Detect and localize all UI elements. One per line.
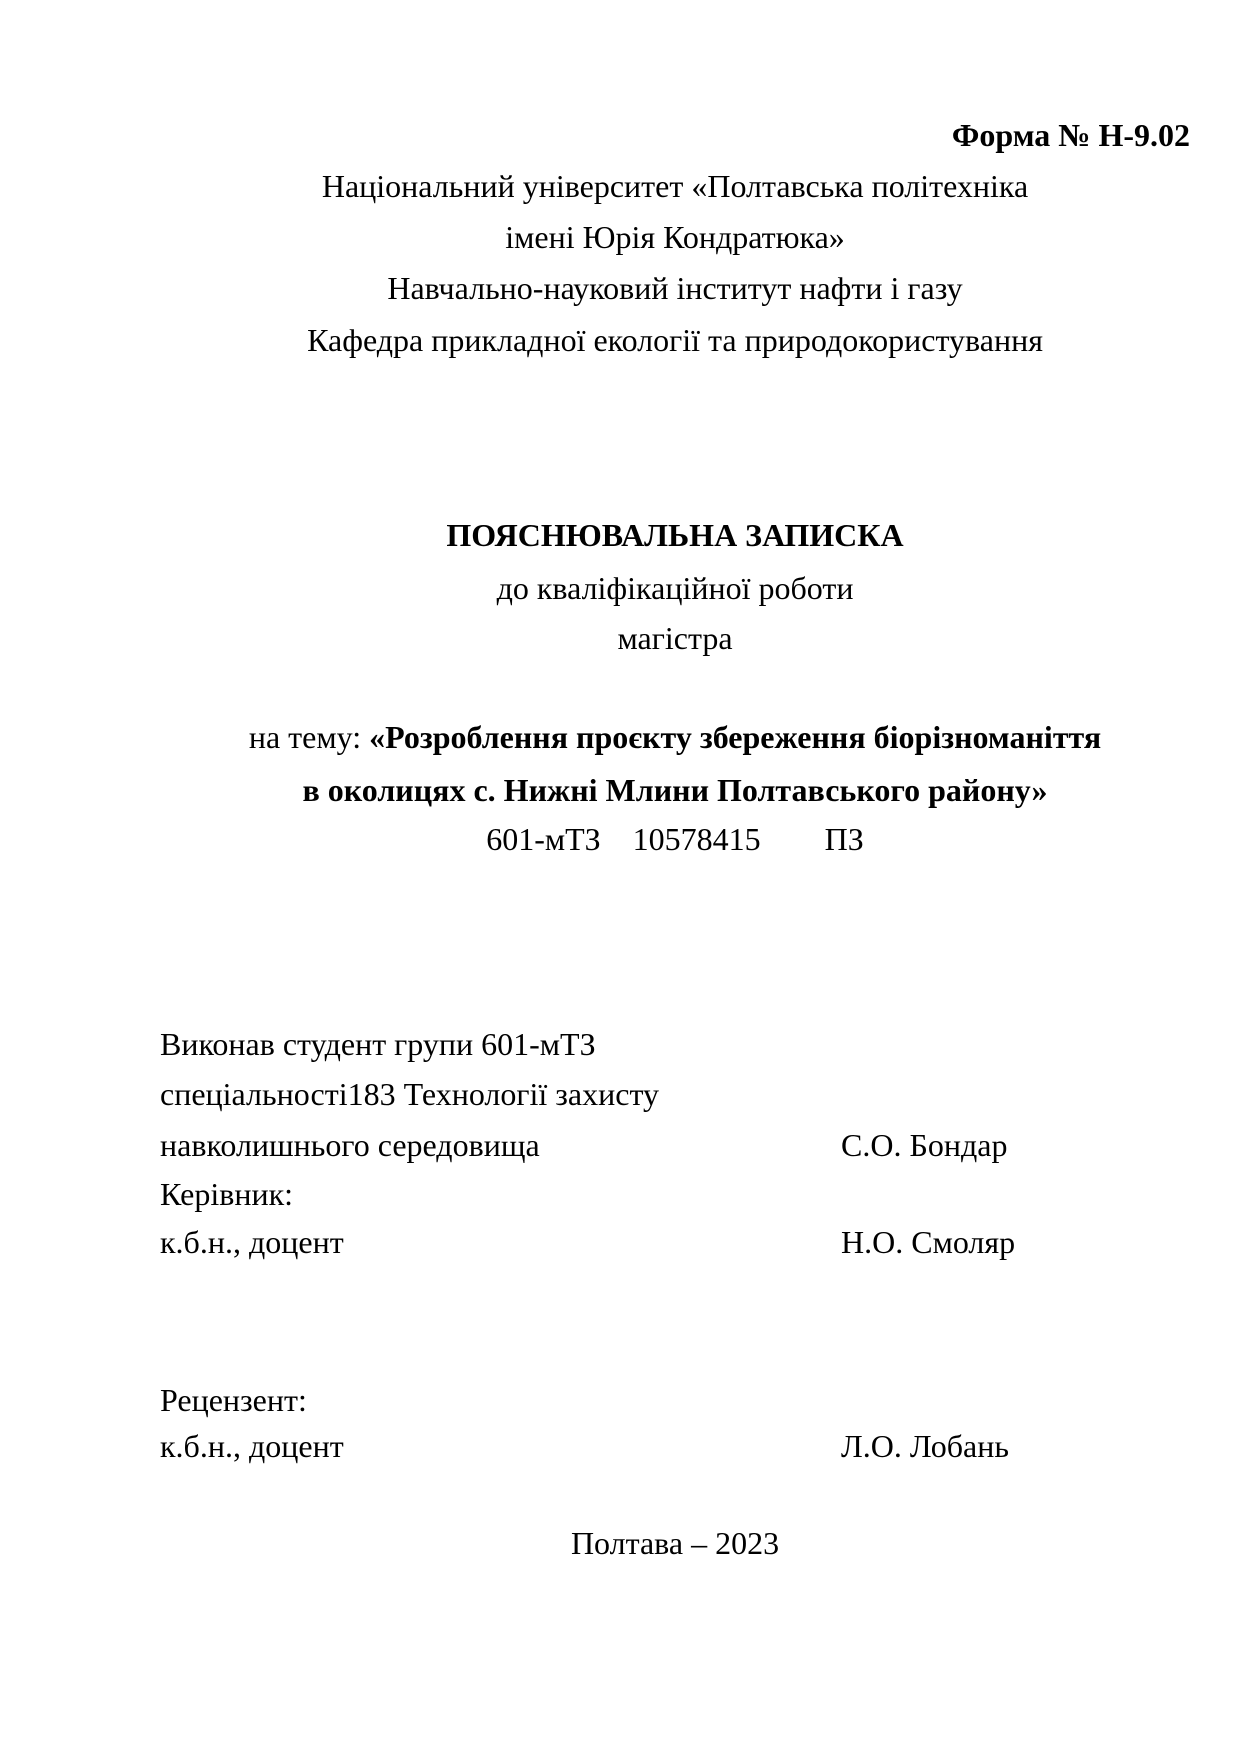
supervisor-name: Н.О. Смоляр — [841, 1224, 1016, 1260]
reviewer-name: Л.О. Лобань — [841, 1428, 1009, 1464]
group-code-line: 601-мТЗ 10578415 ПЗ — [486, 821, 864, 857]
topic-prefix: на тему: — [248, 719, 370, 755]
reviewer-label: Рецензент: — [160, 1382, 307, 1418]
executor-line-3-text: навколишнього середовища — [160, 1127, 540, 1163]
executor-line-2: спеціальності183 Технології захисту — [160, 1076, 660, 1112]
form-number-label: Форма № Н-9.02 — [951, 117, 1190, 153]
executor-name: С.О. Бондар — [841, 1127, 1008, 1163]
supervisor-degree: к.б.н., доцент — [160, 1224, 344, 1260]
document-title: ПОЯСНЮВАЛЬНА ЗАПИСКА — [446, 517, 904, 553]
institute-name: Навчально-науковий інститут нафти і газу — [387, 270, 963, 306]
document-subtitle-1: до кваліфікаційної роботи — [496, 570, 854, 606]
executor-line-1: Виконав студент групи 601-мТЗ — [160, 1026, 596, 1062]
thesis-topic-line-2: в околицях с. Нижні Млини Полтавського району» — [302, 772, 1048, 808]
department-name: Кафедра прикладної екології та природокористування — [307, 322, 1043, 358]
supervisor-line — [160, 1216, 1190, 1268]
reviewer-degree: к.б.н., доцент — [160, 1428, 344, 1464]
supervisor-label: Керівник: — [160, 1176, 294, 1212]
university-name-line-2: імені Юрія Кондратюка» — [505, 219, 845, 255]
reviewer-line — [160, 1420, 1190, 1472]
city-year-footer: Полтава – 2023 — [570, 1525, 780, 1561]
topic-title-part-1: «Розроблення проєкту збереження біорізноманіття — [369, 719, 1102, 755]
thesis-topic-line-1 — [160, 711, 1190, 763]
university-name-line-1: Національний університет «Полтавська політехніка — [321, 168, 1029, 204]
document-subtitle-2: магістра — [617, 620, 733, 656]
executor-line-3 — [160, 1119, 1190, 1171]
